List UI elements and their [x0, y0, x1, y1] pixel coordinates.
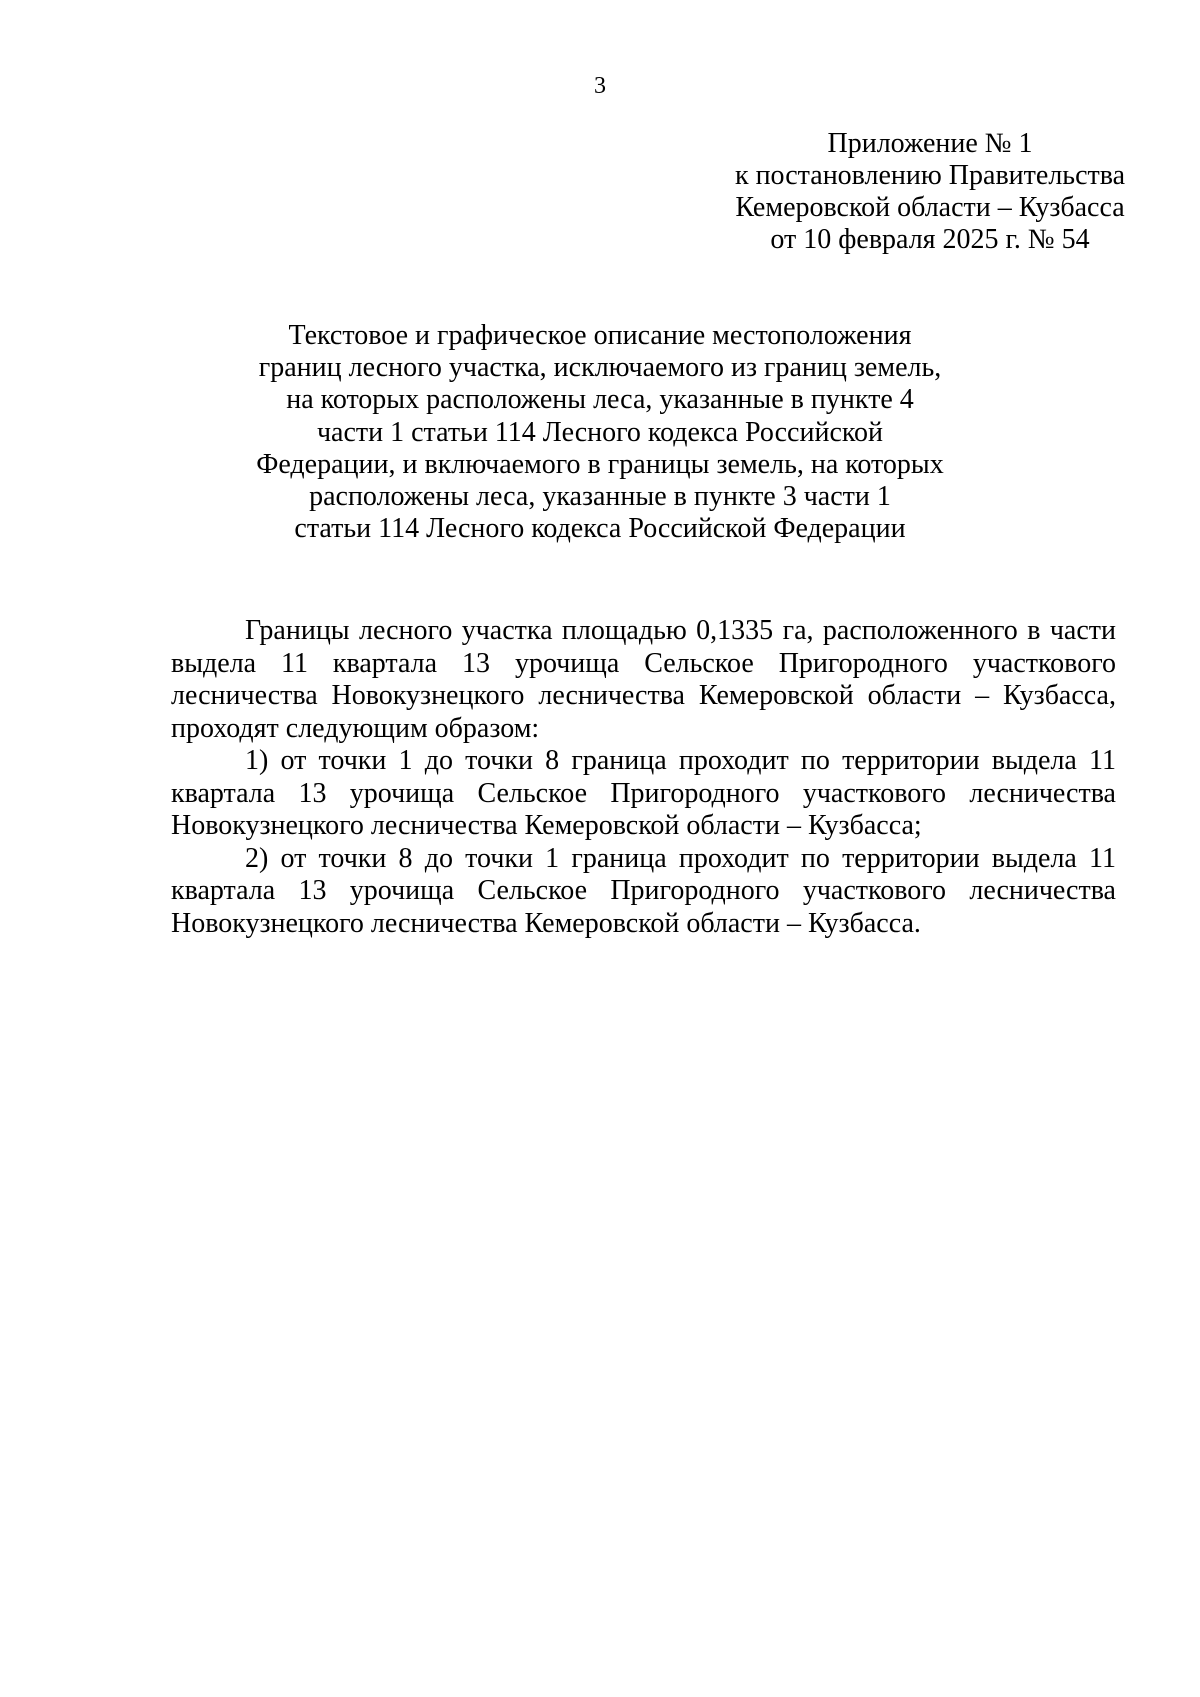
title-line: границ лесного участка, исключаемого из границ земель, [258, 352, 942, 384]
appendix-line-date: от 10 февраля 2025 г. № 54 [770, 224, 1090, 255]
title-line: части 1 статьи 114 Лесного кодекса Российской [316, 416, 884, 448]
title-line: расположены леса, указанные в пункте 3 части 1 [309, 481, 891, 513]
document-title [0, 320, 1200, 545]
appendix-header [690, 128, 1170, 256]
appendix-line-resolution: к постановлению Правительства [734, 160, 1126, 191]
title-line: Текстовое и графическое описание местоположения [288, 320, 912, 351]
title-line: Федерации, и включаемого в границы земель, на которых [256, 448, 944, 480]
page-number: 3 [594, 73, 606, 99]
title-line: на которых расположены леса, указанные в пункте 4 [286, 384, 914, 416]
body-paragraph-item-1: 1) от точки 1 до точки 8 граница проходит по территории выдела 11 квартала 13 урочища Сельское Пригородного участкового лесничества Новокузнецкого лесничества Кемеровской области – Кузбасса; [171, 745, 1116, 841]
appendix-line-region: Кемеровской области – Кузбасса [735, 192, 1125, 223]
title-line: статьи 114 Лесного кодекса Российской Федерации [294, 513, 906, 545]
appendix-line-title: Приложение № 1 [827, 128, 1033, 159]
body-paragraph-intro: Границы лесного участка площадью 0,1335 га, расположенного в части выдела 11 квартала 13 урочища Сельское Пригородного участкового лесничества Новокузнецкого лесничества Кемеровской области – Кузбасса, проходят следующим образом: [171, 615, 1116, 744]
body-paragraph-item-2: 2) от точки 8 до точки 1 граница проходит по территории выдела 11 квартала 13 урочища Сельское Пригородного участкового лесничества Новокузнецкого лесничества Кемеровской области – Кузбасса. [171, 842, 1116, 939]
document-body [171, 615, 1116, 940]
